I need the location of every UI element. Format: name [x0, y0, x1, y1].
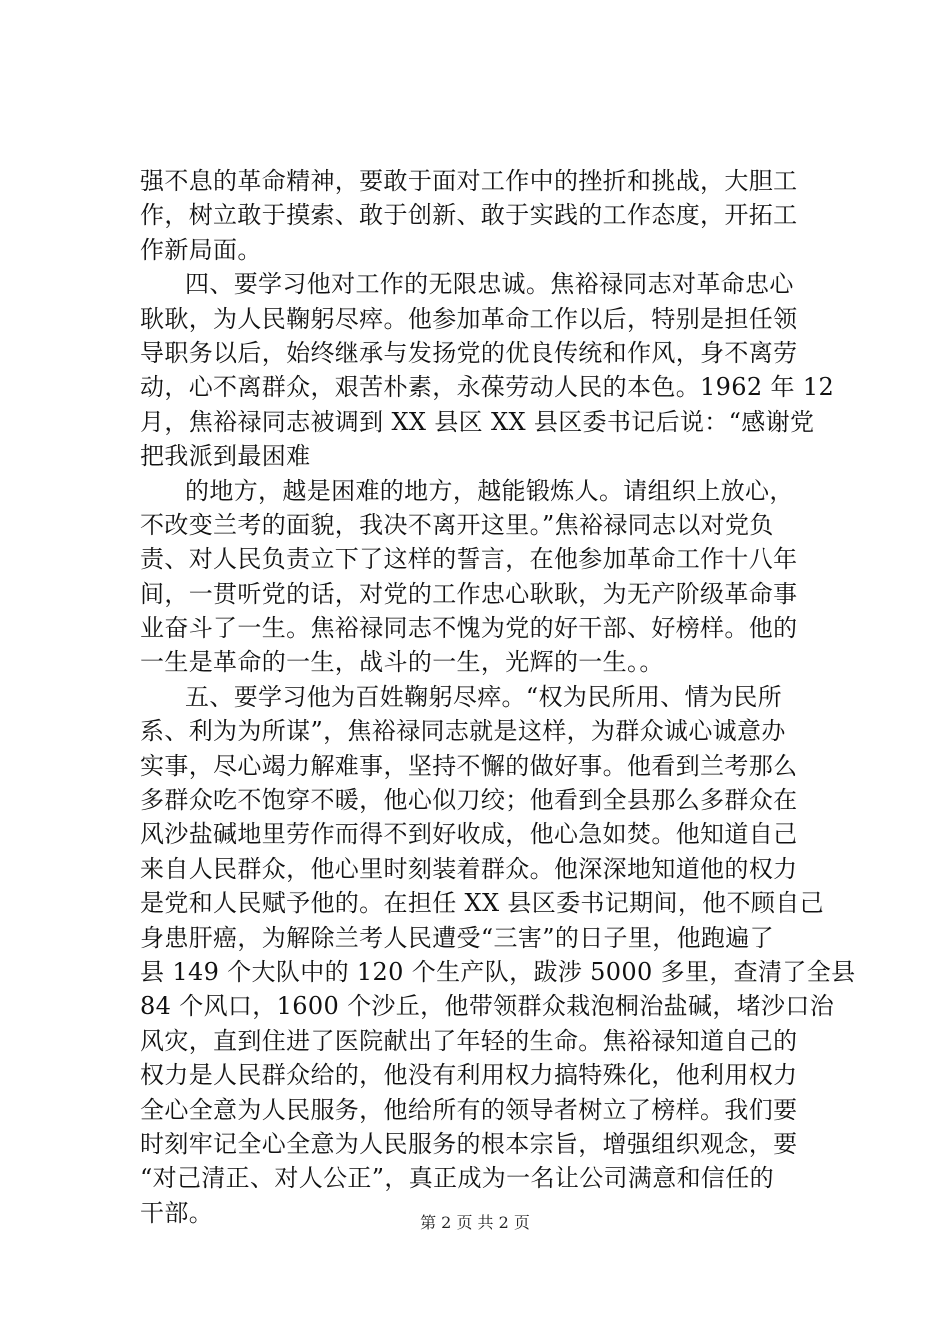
text-line: 耿耿，为人民鞠躬尽瘁。他参加革命工作以后，特别是担任领: [140, 304, 798, 333]
page-footer: 第 2 页 共 2 页: [420, 1213, 530, 1232]
text-line: 四、要学习他对工作的无限忠诚。焦裕禄同志对革命忠心: [185, 270, 794, 299]
text-line: 风灾，直到住进了医院献出了年轻的生命。焦裕禄知道自己的: [140, 1026, 798, 1055]
text-line: 县 149 个大队中的 120 个生产队，跋涉 5000 多里，查清了全县: [140, 957, 856, 986]
text-line: 系、利为为所谋”，焦裕禄同志就是这样，为群众诚心诚意办: [140, 717, 786, 746]
text-line: 动，心不离群众，艰苦朴素，永葆劳动人民的本色。1962 年 12: [140, 373, 835, 402]
text-line: 来自人民群众，他心里时刻装着群众。他深深地知道他的权力: [140, 854, 798, 883]
text-line: 强不息的革命精神，要敢于面对工作中的挫折和挑战，大胆工: [140, 167, 798, 195]
text-line: 风沙盐碱地里劳作而得不到好收成，他心急如焚。他知道自己: [140, 820, 798, 849]
text-line: 的地方，越是困难的地方，越能锻炼人。请组织上放心，: [185, 476, 794, 505]
text-line: 干部。: [140, 1198, 214, 1227]
text-line: 实事，尽心竭力解难事，坚持不懈的做好事。他看到兰考那么: [140, 751, 798, 780]
text-line: 身患肝癌，为解除兰考人民遭受“三害”的日子里，他跑遍了: [140, 923, 774, 952]
text-line: 不改变兰考的面貌，我决不离开这里。”焦裕禄同志以对党负: [140, 510, 774, 539]
text-line: 一生是革命的一生，战斗的一生，光辉的一生。。: [140, 648, 664, 677]
text-line: 是党和人民赋予他的。在担任 XX 县区委书记期间，他不顾自己: [140, 889, 824, 918]
body-text: [140, 164, 856, 1230]
text-line: 作新局面。: [140, 235, 262, 264]
text-line: 时刻牢记全心全意为人民服务的根本宗旨，增强组织观念，要: [140, 1129, 798, 1158]
text-line: 权力是人民群众给的，他没有利用权力搞特殊化，他利用权力: [140, 1061, 798, 1090]
text-line: 84 个风口，1600 个沙丘，他带领群众栽泡桐治盐碱，堵沙口治: [140, 992, 835, 1021]
text-line: 月，焦裕禄同志被调到 XX 县区 XX 县区委书记后说：“感谢党: [140, 407, 815, 436]
text-line: 全心全意为人民服务，他给所有的领导者树立了榜样。我们要: [140, 1095, 798, 1124]
text-line: 间，一贯听党的话，对党的工作忠心耿耿，为无产阶级革命事: [140, 579, 798, 608]
text-line: 把我派到最困难: [140, 442, 311, 471]
text-line: 导职务以后，始终继承与发扬党的优良传统和作风，身不离劳: [140, 338, 798, 367]
text-line: “对己清正、对人公正”，真正成为一名让公司满意和信任的: [140, 1164, 774, 1193]
text-line: 作，树立敢于摸索、敢于创新、敢于实践的工作态度，开拓工: [140, 201, 798, 230]
text-line: 责、对人民负责立下了这样的誓言，在他参加革命工作十八年: [140, 545, 798, 574]
text-line: 业奋斗了一生。焦裕禄同志不愧为党的好干部、好榜样。他的: [140, 614, 798, 643]
text-line: 多群众吃不饱穿不暖，他心似刀绞；他看到全县那么多群众在: [140, 786, 798, 815]
text-line: 五、要学习他为百姓鞠躬尽瘁。“权为民所用、情为民所: [185, 682, 783, 711]
